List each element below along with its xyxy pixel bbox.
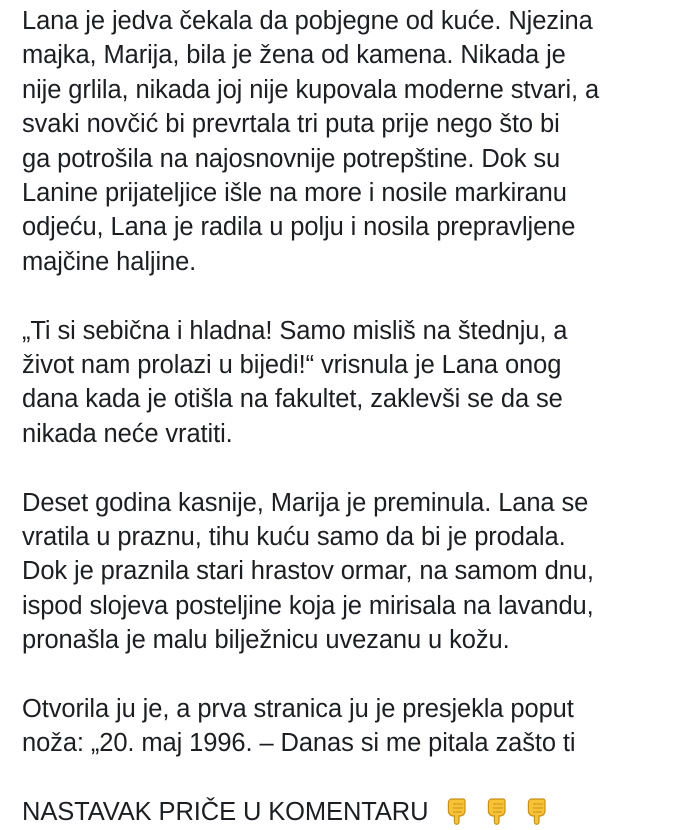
paragraph-spacer — [22, 451, 692, 485]
text-line: dana kada je otišla na fakultet, zaklevši se da se — [22, 385, 563, 414]
text-line: život nam prolazi u bijedi!“ vrisnula je Lana onog — [22, 351, 562, 380]
post-body — [22, 4, 692, 830]
text-line: vratila u praznu, tihu kuću samo da bi je prodala. — [22, 523, 566, 552]
text-line: Deset godina kasnije, Marija je preminula. Lana se — [22, 488, 589, 517]
text-line: ga potrošila na najosnovnije potrepštine. Dok su — [22, 144, 561, 173]
text-line: Lanine prijateljice išle na more i nosile markiranu — [22, 179, 567, 208]
paragraph-4 — [22, 692, 692, 761]
pointing-down-hand-icon — [482, 796, 512, 826]
call-to-action — [22, 795, 692, 829]
text-line: noža: „20. maj 1996. – Danas si me pitala zašto ti — [22, 729, 576, 758]
cta-line — [22, 795, 692, 829]
text-line: Lana je jedva čekala da pobjegne od kuće. Njezina — [22, 7, 593, 35]
text-line: „Ti si sebična i hladna! Samo misliš na štednju, a — [22, 316, 568, 345]
paragraph-spacer — [22, 658, 692, 692]
paragraph-spacer — [22, 279, 692, 313]
text-line: pronašla je malu bilježnicu uvezanu u kožu. — [22, 626, 510, 655]
pointing-down-hand-icon — [442, 796, 472, 826]
paragraph-1 — [22, 4, 692, 279]
paragraph-3 — [22, 486, 692, 658]
text-line: nikada neće vratiti. — [22, 419, 233, 448]
text-line: svaki novčić bi prevrtala tri puta prije nego što bi — [22, 110, 560, 139]
paragraph-2 — [22, 314, 692, 452]
text-line: ispod slojeva posteljine koja je mirisala na lavandu, — [22, 591, 594, 620]
text-line: majka, Marija, bila je žena od kamena. Nikada je — [22, 41, 566, 70]
paragraph-spacer — [22, 761, 692, 795]
pointing-down-hand-icon — [522, 796, 552, 826]
text-line: nije grlila, nikada joj nije kupovala moderne stvari, a — [22, 75, 600, 104]
text-line: odjeću, Lana je radila u polju i nosila prepravljene — [22, 213, 576, 242]
text-line: majčine haljine. — [22, 247, 197, 276]
cta-text: NASTAVAK PRIČE U KOMENTARU — [22, 798, 429, 827]
text-line: Dok je praznila stari hrastov ormar, na samom dnu, — [22, 557, 594, 586]
text-line: Otvorila ju je, a prva stranica ju je presjekla poput — [22, 695, 574, 724]
